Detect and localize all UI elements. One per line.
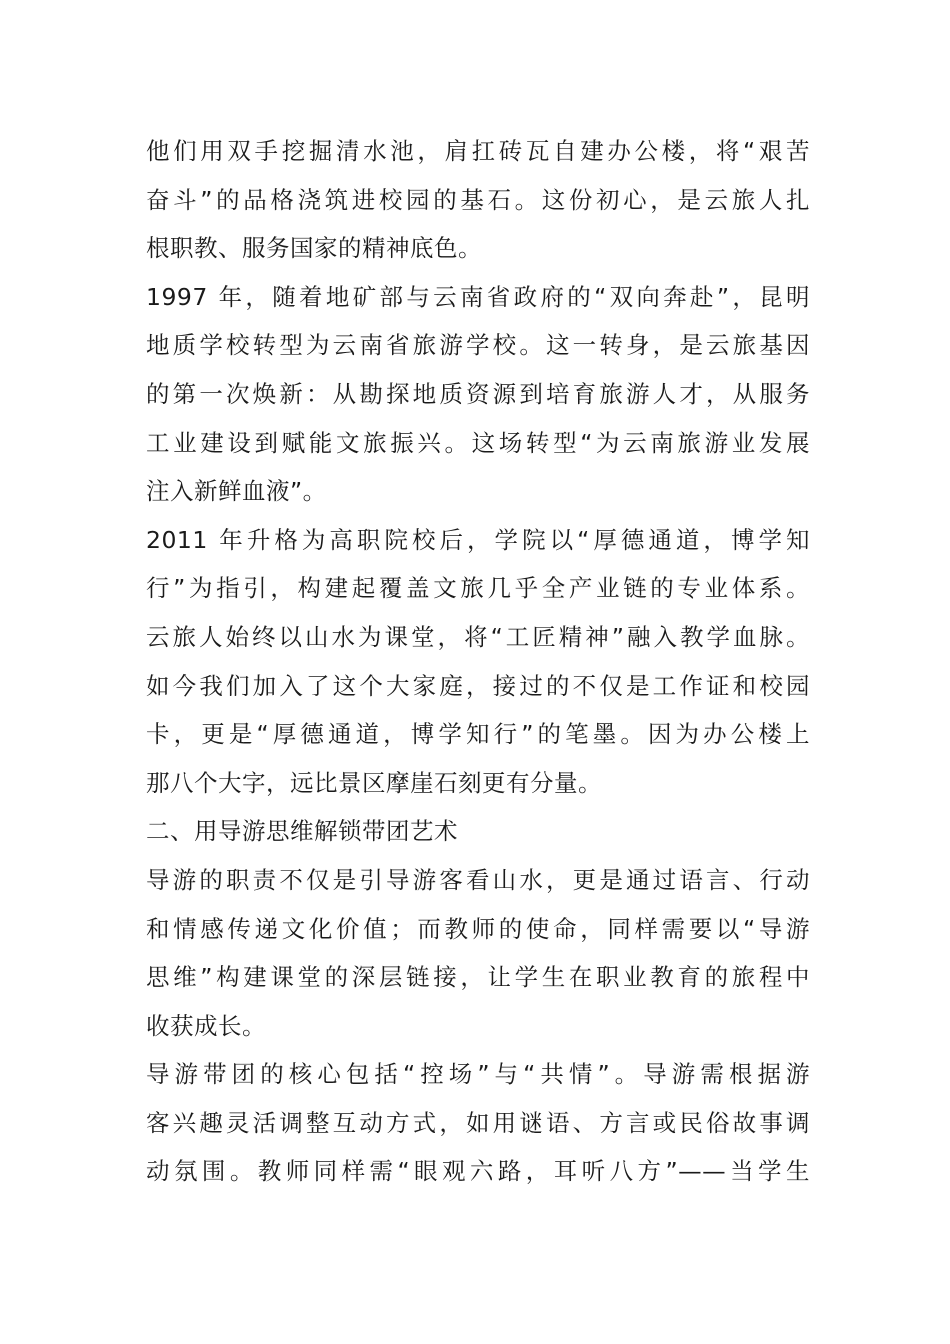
text-line: 奋斗”的品格浇筑进校园的基石。这份初心，是云旅人扎	[146, 185, 810, 214]
text-line: 2011 年升格为高职院校后，学院以“厚德通道，博学知	[146, 525, 810, 554]
document-body	[146, 127, 810, 1196]
text-line: 的第一次焕新：从勘探地质资源到培育旅游人才，从服务	[146, 379, 810, 408]
text-line: 注入新鲜血液”。	[146, 477, 327, 506]
text-line: 工业建设到赋能文旅振兴。这场转型“为云南旅游业发展	[146, 428, 810, 457]
text-line: 如今我们加入了这个大家庭，接过的不仅是工作证和校园	[146, 671, 810, 700]
section-heading: 二、用导游思维解锁带团艺术	[146, 817, 458, 846]
text-line: 收获成长。	[146, 1011, 266, 1040]
text-line: 那八个大字，远比景区摩崖石刻更有分量。	[146, 768, 602, 797]
text-line: 他们用双手挖掘清水池，肩扛砖瓦自建办公楼，将“艰苦	[146, 137, 810, 165]
text-line: 客兴趣灵活调整互动方式，如用谜语、方言或民俗故事调	[146, 1108, 810, 1137]
text-line: 地质学校转型为云南省旅游学校。这一转身，是云旅基因	[146, 331, 810, 360]
text-line: 导游带团的核心包括“控场”与“共情”。导游需根据游	[146, 1060, 810, 1089]
text-line: 1997 年，随着地矿部与云南省政府的“双向奔赴”，昆明	[146, 282, 810, 311]
text-line: 卡，更是“厚德通道，博学知行”的笔墨。因为办公楼上	[146, 720, 810, 749]
text-line: 和情感传递文化价值；而教师的使命，同样需要以“导游	[146, 914, 810, 943]
text-line: 导游的职责不仅是引导游客看山水，更是通过语言、行动	[146, 865, 810, 894]
text-line: 动氛围。教师同样需“眼观六路，耳听八方”——当学生	[146, 1157, 810, 1186]
text-line: 根职教、服务国家的精神底色。	[146, 234, 482, 263]
text-line: 行”为指引，构建起覆盖文旅几乎全产业链的专业体系。	[146, 574, 810, 603]
text-line: 思维”构建课堂的深层链接，让学生在职业教育的旅程中	[146, 963, 810, 992]
text-line: 云旅人始终以山水为课堂，将“工匠精神”融入教学血脉。	[146, 622, 810, 651]
